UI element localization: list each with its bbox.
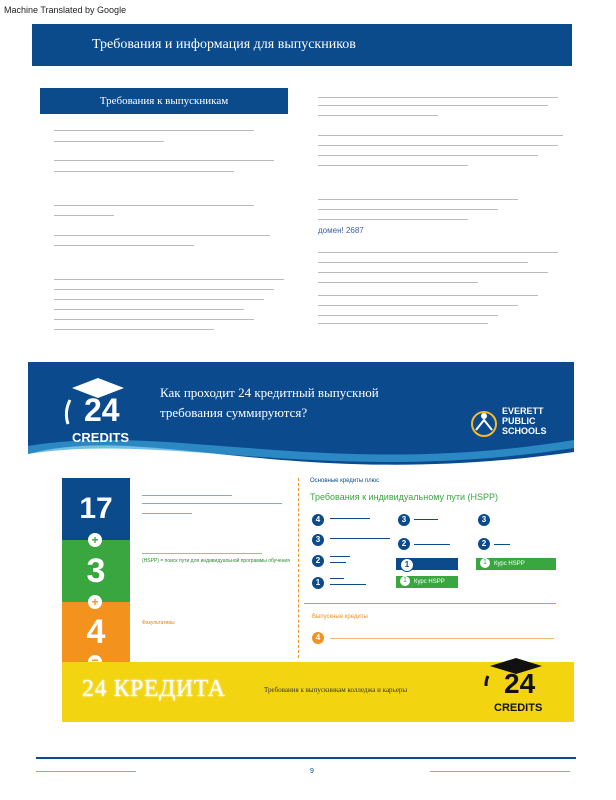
elective-credits-block: 4: [62, 602, 130, 662]
logo-number-small: 24: [504, 668, 536, 699]
core-heading: Основные кредиты плюс: [310, 478, 380, 484]
hspp-heading: Требования к индивидуальному пути (HSPP): [310, 492, 499, 502]
yellow-caption: Требования к выпускникам колледжа и карьеры: [264, 686, 408, 694]
pathway-right-2: 2: [478, 538, 490, 550]
footer-left: [36, 768, 136, 772]
banner-question: Как проходит 24 кредитный выпускной требования суммируются?: [160, 385, 379, 420]
hspp-description-text: (HSPP) = поиск пути для индивидуальной программы обучения: [142, 558, 290, 564]
footer-line: [36, 757, 576, 759]
pathway-right-hspp: 1 Курс HSPP: [476, 558, 556, 570]
electives-line: [330, 638, 554, 639]
school-emblem-icon: [470, 406, 500, 442]
footer-right: [430, 768, 570, 772]
everett-logo: [470, 404, 570, 446]
pathway-step-3: 3: [312, 534, 324, 546]
pathway-mid-hspp: 1 Курс HSPP: [396, 576, 458, 588]
machine-translated-label: Machine Translated by Google: [4, 5, 127, 15]
core-description: [142, 493, 292, 523]
electives-description: [142, 620, 175, 626]
panel-divider: [298, 478, 300, 658]
electives-separator: [304, 603, 556, 604]
pathway-step-2: 2: [312, 555, 324, 567]
everett-line-3: SCHOOLS: [502, 426, 547, 436]
logo-credits-small: CREDITS: [494, 702, 543, 714]
domain-link[interactable]: домен! 2687: [318, 226, 364, 235]
logo-number: 24: [84, 392, 120, 428]
pathway-mid-2: 2: [398, 538, 410, 550]
plus-icon: +: [88, 595, 102, 609]
requirements-heading: Требования к выпускникам: [40, 88, 288, 114]
pathway-mid-1: 1: [400, 558, 414, 572]
page-number: 9: [310, 768, 314, 775]
pathway-mid-3: 3: [398, 514, 410, 526]
hspp-credits-block: 3: [62, 540, 130, 602]
electives-description-text: Факультативы: [142, 620, 175, 626]
everett-line-1: EVERETT: [502, 406, 544, 416]
pathway-step-4: 4: [312, 514, 324, 526]
plus-icon: +: [88, 533, 102, 547]
page-title: Требования и информация для выпускников: [32, 24, 572, 66]
logo-credits-text: CREDITS: [72, 430, 130, 445]
credits-logo-small: [482, 656, 552, 722]
electives-heading: Выпускные кредиты: [312, 614, 368, 620]
right-text-column: [318, 95, 574, 335]
hspp-description: [142, 553, 302, 564]
pathway-right-3: 3: [478, 514, 490, 526]
electives-step: 4: [312, 632, 324, 644]
total-credits: 24 КРЕДИТА: [82, 676, 226, 702]
credits-logo: [62, 374, 132, 454]
left-text-column: [54, 125, 290, 345]
pathway-step-1: 1: [312, 577, 324, 589]
core-credits-block: 17: [62, 478, 130, 540]
everett-line-2: PUBLIC: [502, 416, 536, 426]
